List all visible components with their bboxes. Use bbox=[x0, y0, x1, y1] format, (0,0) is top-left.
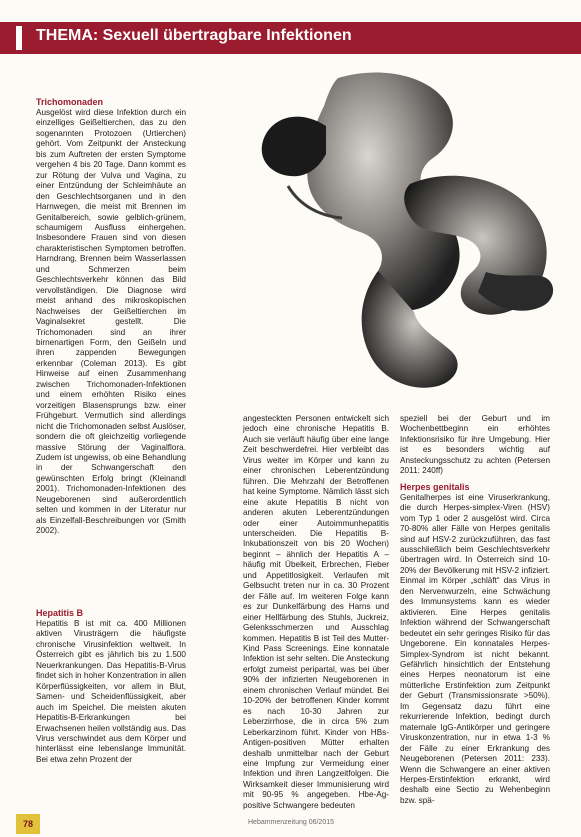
page-title: THEMA: Sexuell übertragbare Infektionen bbox=[36, 27, 352, 44]
header-accent-bar bbox=[16, 26, 22, 50]
column-trichomonaden bbox=[36, 96, 186, 537]
column-hepatitis-b bbox=[36, 607, 186, 765]
body-hepatitis-b-continued: angesteckten Personen entwickelt sich jedoch eine chronische Hepatitis B. Auch sie verläuft häufig über eine lange Zeit beschwerdefrei. Hier verbleibt das Virus weiter im Körper und kann zu einer chronischen Leberentzündung führen. Die Mehrzahl der Betroffenen hat keine Symptome. Nämlich lässt sich eine akute Hepatitis B nicht von anderen akuten Leberentzündungen oder einer Autoimmunhepatitis unterscheiden. Die Hepatitis B-Inkubationszeit von bis 20 Wochen) beginnt – ähnlich der Hepatitis A – häufig mit Übelkeit, Erbrechen, Fieber und Appetitlosigkeit. Verlaufen mit Gelbsucht treten nur in ca. 30 Prozent der Fälle auf. Im weiteren Folge kann es zur Dunkelfärbung des Harns und einer Hellfärbung des Stuhls, Juckreiz, Gelenksschmerzen und Ausschlag kommen. Hepatitis B ist Teil des Mutter-Kind Pass Screenings. Eine konnatale Infektion ist sehr selten. Die Ansteckung erfolgt zumeist peripartal, was bei über 90% der infizierten Neugeborenen in einem chronischen Verlauf mündet. Bei 10-20% der betroffenen Kinder kommt es nach 10-30 Jahren zur Leberzirrhose, die in circa 5% zum Leberkarzinom führt. Kinder von HBs-Antigen-positiven Mütter erhalten deshalb unmittelbar nach der Geburt eine Impfung zur Vermeidung einer Infektion und ihren Langzeitfolgen. Die Wirksamkeit dieser Immunisierung wird mit 90-95 % angegeben. Hbe-Ag-positive Schwangere bedeuten bbox=[243, 414, 389, 810]
heading-herpes-genitalis: Herpes genitalis bbox=[400, 481, 470, 492]
heading-trichomonaden: Trichomonaden bbox=[36, 97, 104, 107]
column-hepatitis-b-continued bbox=[243, 414, 389, 811]
body-hepatitis-b: Hepatitis B ist mit ca. 400 Millionen aktiven Virusträgern die häufigste chronische Virusinfektion weltweit. In Österreich gibt es jährlich bis zu 1.500 Neuerkrankungen. Das Hepatitis-B-Virus findet sich in hoher Konzentration in allen Körperflüssigkeiten, vor allem in Blut, Samen- und Scheidenflüssigkeit, aber auch im Speichel. Die meisten akuten Hepatitis-B-Erkrankungen bei Erwachsenen heilen vollständig aus. Das Virus verschwindet aus dem Körper und hinterlässt eine lebenslange Immunität. Bei etwa zehn Prozent der bbox=[36, 619, 186, 764]
body-hepatitis-b-end: speziell bei der Geburt und im Wochenbettbeginn ein erhöhtes Infektionsrisiko für ihre Umgebung. Hier ist es besonders wichtig auf Ansteckungsschutz zu achten (Petersen 2011: 240ff) bbox=[400, 414, 550, 476]
section-header bbox=[0, 22, 581, 54]
publication-name: Hebammenzeitung 06/2015 bbox=[248, 819, 335, 826]
heading-hepatitis-b: Hepatitis B bbox=[36, 608, 84, 618]
column-herpes bbox=[400, 414, 550, 806]
intertwined-figures-photo bbox=[228, 66, 563, 406]
body-trichomonaden: Ausgelöst wird diese Infektion durch ein einzelliges Geißeltierchen, das zu den sogenannten Protozoen (Urtierchen) gehört. Vom Zeitpunkt der Ansteckung bis zum Auftreten der ersten Symptome vergehen 4 bis 20 Tage. Dann kommt es zur Rötung der Vulva und Vagina, zu einer Entzündung der Schleimhäute an den Geschlechtsorganen und in den Harnwegen, die meist mit Brennen im Genitalbereich, sowie gelblich-grünem, schaumigem Ausfluss einhergehen. Insbesondere Frauen sind von diesen charakteristischen Symptomen betroffen. Harndrang, Brennen beim Wasserlassen und Schmerzen beim Geschlechtsverkehr können das Bild vervollständigen. Die Diagnose wird meist anhand des mikroskopischen Nachweises der Geißeltierchen im Vaginalsekret gestellt. Die Trichomonaden sind an ihrer birnenartigen Form, den Geißeln und ihren zappenden Bewegungen erkennbar (Coleman 2013). Es gibt Hinweise auf einen Zusammenhang zwischen Trichomonaden-Infektionen und einem erhöhten Risiko eines vorzeitigen Blasensprungs bzw. einer Frühgeburt. Vermutlich sind allerdings nicht die Trichomonaden selbst Auslöser, sondern die oft gleichzeitig vorliegende massive Störung der Vaginalflora. Zudem ist ungewiss, ob eine Behandlung in der Schwangerschaft den gewünschten Erfolg bringt (Kleinandl 2001). Trichomonaden-Infektionen des Neugeborenen sind außerordentlich selten und kommen in der Literatur nur als Einzelfall-Beschreibungen vor (Smith 2002). bbox=[36, 108, 186, 536]
page-number: 78 bbox=[16, 814, 40, 834]
body-herpes-genitalis: Genitalherpes ist eine Viruserkrankung, die durch Herpes-simplex-Viren (HSV) vom Typ 1 oder 2 ausgelöst wird. Circa 70-80% aller Fälle von Herpes genitalis sind auf HSV-2 zurückzuführen, das fast ausschließlich beim Geschlechtsverkehr übertragen wird. In Österreich sind 10-20% der Bevölkerung mit HSV-2 infiziert. Einmal im Körper „schläft“ das Virus in den Nervenwurzeln, eine Schwächung des Immunsystems kann es wieder aktivieren. Eine Herpes genitalis Infektion während der Schwangerschaft bedeutet ein sehr geringes Risiko für das Ungeborene. Ein konnatales Herpes-Simplex-Syndrom ist nicht bekannt. Gefährlich hinsichtlich der Entstehung eines Herpes neonatorum ist eine mütterliche Erstinfektion zum Zeitpunkt der Geburt (Transmissionsrate >50%). Im Gegensatz dazu führt eine rekurrierende Infektion, bedingt durch maternale IgG-Antikörper und geringere Viruskonzentration, nur in etwa 1-3 % der Fälle zu einer Erkrankung des Neugeborenen (Petersen 2011: 233). Wenn die Schwangere an einer aktiven Herpes-Erstinfektion erkrankt, wird deshalb eine Sectio zu Wehenbeginn bzw. spä- bbox=[400, 492, 550, 805]
